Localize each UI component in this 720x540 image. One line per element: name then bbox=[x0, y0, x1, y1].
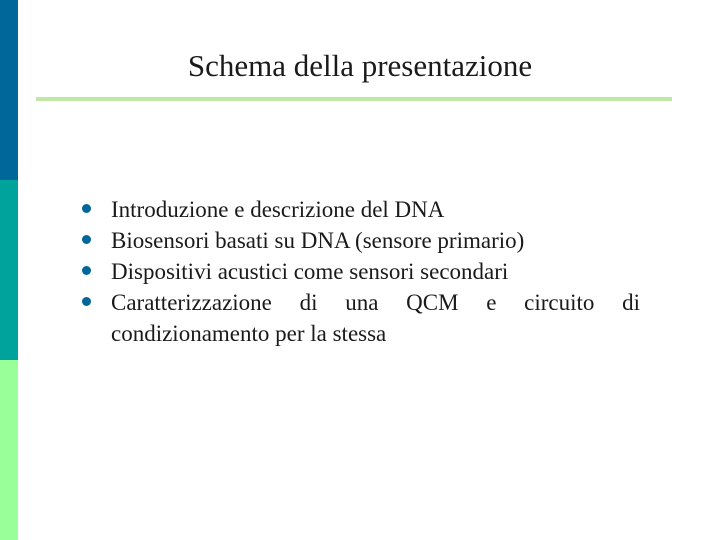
bullet-text: Dispositivi acustici come sensori secondari bbox=[111, 259, 509, 284]
bullet-text: Caratterizzazione di una QCM e circuito di condizionamento per la stessa bbox=[111, 290, 640, 346]
bullet-dot-icon bbox=[82, 297, 91, 306]
bullet-dot-icon bbox=[82, 204, 91, 213]
bullet-text: Biosensori basati su DNA (sensore primario) bbox=[111, 228, 525, 253]
bullet-list bbox=[80, 194, 640, 349]
bullet-dot-icon bbox=[82, 266, 91, 275]
side-bar-bottom-segment bbox=[0, 360, 18, 540]
side-bar-middle-segment bbox=[0, 180, 18, 360]
bullet-item bbox=[80, 287, 640, 349]
title-underline bbox=[36, 97, 672, 101]
bullet-text: Introduzione e descrizione del DNA bbox=[111, 197, 445, 222]
bullet-item bbox=[80, 194, 640, 225]
side-bar-top-segment bbox=[0, 0, 18, 180]
bullet-item bbox=[80, 256, 640, 287]
bullet-dot-icon bbox=[82, 235, 91, 244]
bullet-item bbox=[80, 225, 640, 256]
slide-title: Schema della presentazione bbox=[187, 48, 533, 83]
